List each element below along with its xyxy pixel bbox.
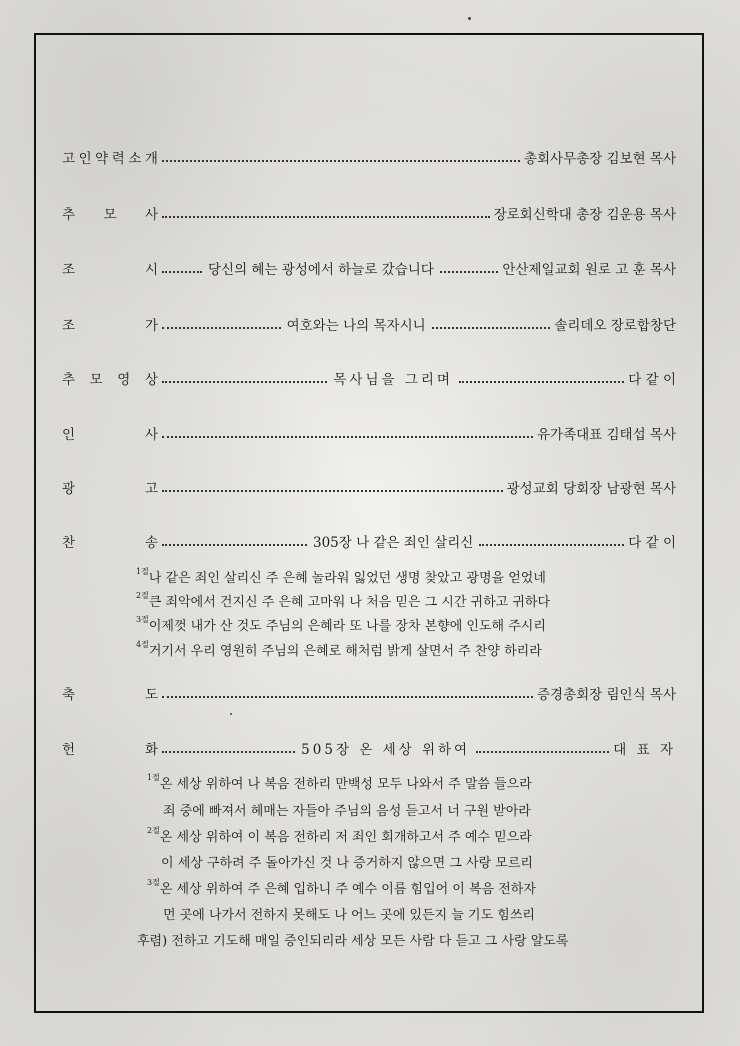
row-presenter: 유가족대표 김태섭 목사 xyxy=(537,427,676,443)
label-char: 화 xyxy=(144,742,158,758)
row-title: 305장 나 같은 죄인 살리신 xyxy=(312,535,474,551)
row-presenter: 장로회신학대 총장 김운용 목사 xyxy=(493,207,676,223)
verse-number: 4절 xyxy=(136,640,149,649)
verse-text: 큰 죄악에서 건지신 주 은혜 고마워 나 처음 믿은 그 시간 귀하고 귀하다 xyxy=(148,595,551,610)
hymn-verse xyxy=(136,640,542,659)
row-label xyxy=(62,203,158,223)
label-char: 인 xyxy=(78,151,92,167)
program-row-song xyxy=(62,313,676,335)
label-char: 가 xyxy=(144,318,158,334)
dot-leader xyxy=(162,159,520,162)
label-char: 사 xyxy=(144,427,158,443)
verse-text: 이제껏 내가 산 것도 주님의 은혜라 또 나를 장차 본향에 인도해 주시리 xyxy=(148,619,546,634)
verse-text: 먼 곳에 나가서 전하지 못해도 나 어느 곳에 있든지 늘 기도 힘쓰리 xyxy=(163,908,535,923)
hymn-verse xyxy=(163,800,531,819)
program-row-greeting xyxy=(62,422,676,444)
verse-text: 후렴) 전하고 기도해 매일 증인되리라 세상 모든 사람 다 듣고 그 사랑 알도록 xyxy=(137,934,569,949)
dot-leader xyxy=(459,380,624,383)
label-char: 축 xyxy=(62,687,76,703)
label-char: 고 xyxy=(144,481,158,497)
program-row-video xyxy=(62,367,676,389)
row-label xyxy=(62,258,158,278)
program-row-eulogy xyxy=(62,202,676,224)
row-presenter: 대 표 자 xyxy=(613,742,676,758)
row-label xyxy=(62,368,158,388)
dot-leader xyxy=(440,270,499,273)
dot-leader xyxy=(162,326,281,329)
dot-leader xyxy=(162,695,533,698)
verse-text: 이 세상 구하려 주 돌아가신 것 나 증거하지 않으면 그 사랑 모르리 xyxy=(161,856,533,871)
label-char: 추 xyxy=(62,207,76,223)
label-char: 인 xyxy=(62,427,76,443)
dot-leader xyxy=(162,543,307,546)
verse-text: 온 세상 위하여 주 은혜 입하니 주 예수 이름 힘입어 이 복음 전하자 xyxy=(159,882,536,897)
label-char: 도 xyxy=(144,687,158,703)
label-char: 송 xyxy=(144,535,158,551)
label-char: 추 xyxy=(62,372,76,388)
dot-leader xyxy=(476,750,609,753)
row-label xyxy=(62,147,158,167)
hymn-verse xyxy=(147,773,532,792)
hymn-verse xyxy=(136,567,546,586)
label-char: 헌 xyxy=(62,742,76,758)
row-title: 505장 온 세상 위하여 xyxy=(301,742,471,758)
row-presenter: 솔리데오 장로합창단 xyxy=(554,318,677,334)
label-char: 모 xyxy=(89,372,103,388)
dot-leader xyxy=(432,326,551,329)
label-char: 개 xyxy=(144,151,158,167)
hymn-verse xyxy=(137,930,568,949)
label-char: 약 xyxy=(95,151,109,167)
label-char: 모 xyxy=(103,207,117,223)
verse-text: 온 세상 위하여 이 복음 전하리 저 죄인 회개하고서 주 예수 믿으라 xyxy=(159,830,532,845)
label-char: 조 xyxy=(62,318,76,334)
row-label xyxy=(62,314,158,334)
row-presenter: 광성교회 당회장 남광현 목사 xyxy=(506,481,676,497)
program-row-hymn xyxy=(62,530,676,552)
verse-number: 1절 xyxy=(136,567,149,576)
program-row-poem xyxy=(62,257,676,279)
verse-text: 나 같은 죄인 살리신 주 은혜 놀라워 잃었던 생명 찾았고 광명을 얻었네 xyxy=(148,571,546,586)
verse-text: 죄 중에 빠져서 헤매는 자들아 주님의 음성 듣고서 너 구원 받아라 xyxy=(163,804,531,819)
dot-leader xyxy=(162,750,295,753)
row-title: 당신의 혜는 광성에서 하늘로 갔습니다 xyxy=(208,262,434,278)
program-row-announcements xyxy=(62,476,676,498)
row-presenter: 안산제일교회 원로 고 훈 목사 xyxy=(502,262,676,278)
hymn-verse xyxy=(136,615,546,634)
hymn-verse xyxy=(147,878,536,897)
row-title: 여호와는 나의 목자시니 xyxy=(286,318,426,334)
program-row-flowers xyxy=(62,737,676,759)
hymn-verse xyxy=(136,591,550,610)
label-char: 찬 xyxy=(62,535,76,551)
row-label xyxy=(62,738,158,758)
hymn-verse xyxy=(163,904,535,923)
dot-leader xyxy=(162,215,490,218)
row-presenter: 다 같 이 xyxy=(628,372,677,388)
verse-number: 2절 xyxy=(147,826,160,835)
verse-number: 3절 xyxy=(136,615,149,624)
row-presenter: 증경총회장 림인식 목사 xyxy=(537,687,676,703)
row-label xyxy=(62,683,158,703)
label-char: 고 xyxy=(62,151,76,167)
row-presenter: 다 같 이 xyxy=(628,535,676,551)
program-row-biography xyxy=(62,146,676,168)
label-char: 력 xyxy=(111,151,125,167)
hymn-verse xyxy=(161,852,533,871)
verse-number: 1절 xyxy=(147,773,160,782)
row-label xyxy=(62,477,158,497)
label-char: 상 xyxy=(144,372,158,388)
label-char: 광 xyxy=(62,481,76,497)
dot-leader xyxy=(479,543,624,546)
verse-text: 거기서 우리 영원히 주님의 은혜로 해처럼 밝게 살면서 주 찬양 하리라 xyxy=(148,644,542,659)
label-char: 사 xyxy=(144,207,158,223)
label-char: 영 xyxy=(117,372,131,388)
dot-leader xyxy=(162,435,533,438)
paper-speck xyxy=(230,713,232,715)
label-char: 시 xyxy=(144,262,158,278)
row-title: 목사님을 그리며 xyxy=(333,372,453,388)
paper-speck xyxy=(468,17,471,20)
dot-leader xyxy=(162,380,327,383)
row-label xyxy=(62,423,158,443)
label-char: 소 xyxy=(128,151,142,167)
verse-text: 온 세상 위하여 나 복음 전하리 만백성 모두 나와서 주 말씀 들으라 xyxy=(159,777,532,792)
row-presenter: 총회사무총장 김보현 목사 xyxy=(523,151,676,167)
verse-number: 3절 xyxy=(147,878,160,887)
label-char: 조 xyxy=(62,262,76,278)
program-row-benediction xyxy=(62,682,676,704)
verse-number: 2절 xyxy=(136,591,149,600)
dot-leader xyxy=(162,270,202,273)
hymn-verse xyxy=(147,826,532,845)
row-label xyxy=(62,531,158,551)
dot-leader xyxy=(162,489,503,492)
